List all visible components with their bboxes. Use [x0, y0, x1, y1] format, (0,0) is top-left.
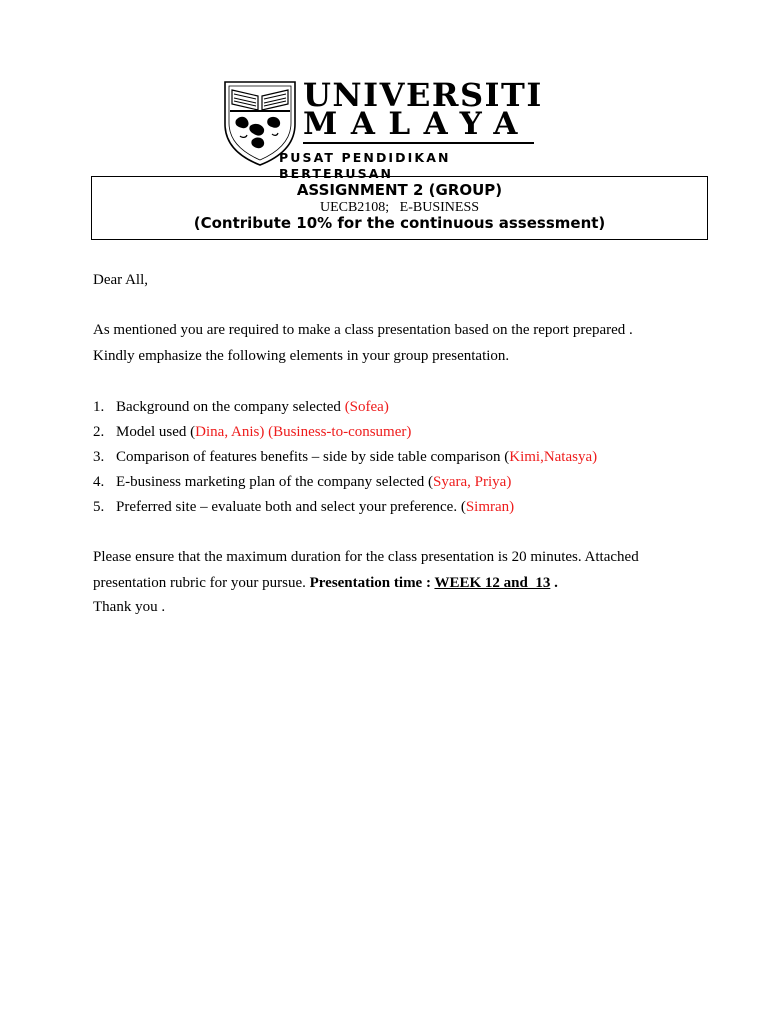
intro-line-2: Kindly emphasize the following elements in your group presentation.	[93, 348, 510, 364]
logo-subline: PUSAT PENDIDIKAN BERTERUSAN	[279, 150, 451, 181]
greeting: Dear All,	[93, 272, 148, 288]
list-item-text: E-business marketing plan of the company selected (Syara, Priya)	[116, 474, 512, 490]
assignment-title-box	[91, 176, 708, 240]
presentation-time-label: Presentation time :	[309, 575, 435, 591]
list-item-text: Model used (Dina, Anis) (Business-to-consumer)	[116, 424, 412, 440]
assignee-names: (Sofea)	[344, 399, 389, 415]
list-item-text: Background on the company selected (Sofea)	[116, 399, 389, 415]
list-item-number: 2.	[93, 424, 105, 440]
closing-line-2: presentation rubric for your pursue. Presentation time : WEEK 12 and 13 .	[93, 575, 558, 591]
assignee-names: Kimi,Natasya)	[509, 449, 598, 465]
thank-you: Thank you .	[93, 599, 166, 615]
logo-university-text: UNIVERSITI	[303, 76, 543, 114]
closing-line-1: Please ensure that the maximum duration for the class presentation is 20 minutes. Attached	[93, 549, 639, 565]
presentation-time-value: WEEK 12 and 13	[434, 575, 551, 591]
list-item-number: 5.	[93, 499, 105, 515]
presentation-time-end: .	[550, 575, 558, 591]
intro-line-1: As mentioned you are required to make a class presentation based on the report prepared .	[93, 322, 633, 338]
assignee-names: Dina, Anis) (Business-to-consumer)	[195, 424, 412, 440]
weight-note: (Contribute 10% for the continuous assessment)	[193, 214, 606, 232]
list-item-text: Comparison of features benefits – side by side table comparison (Kimi,Natasya)	[116, 449, 598, 465]
list-item-number: 4.	[93, 474, 105, 490]
logo-divider	[303, 142, 534, 144]
university-logo	[222, 76, 543, 181]
list-item-text: Preferred site – evaluate both and select your preference. (Simran)	[116, 499, 515, 515]
list-item-number: 3.	[93, 449, 105, 465]
list-item-number: 1.	[93, 399, 105, 415]
assignee-names: Syara, Priya)	[433, 474, 512, 490]
assignment-title: ASSIGNMENT 2 (GROUP)	[296, 181, 503, 199]
course-code: UECB2108; E-BUSINESS	[319, 200, 480, 215]
assignee-names: Simran)	[465, 499, 515, 515]
logo-malaya-text: MALAYA	[303, 106, 531, 142]
